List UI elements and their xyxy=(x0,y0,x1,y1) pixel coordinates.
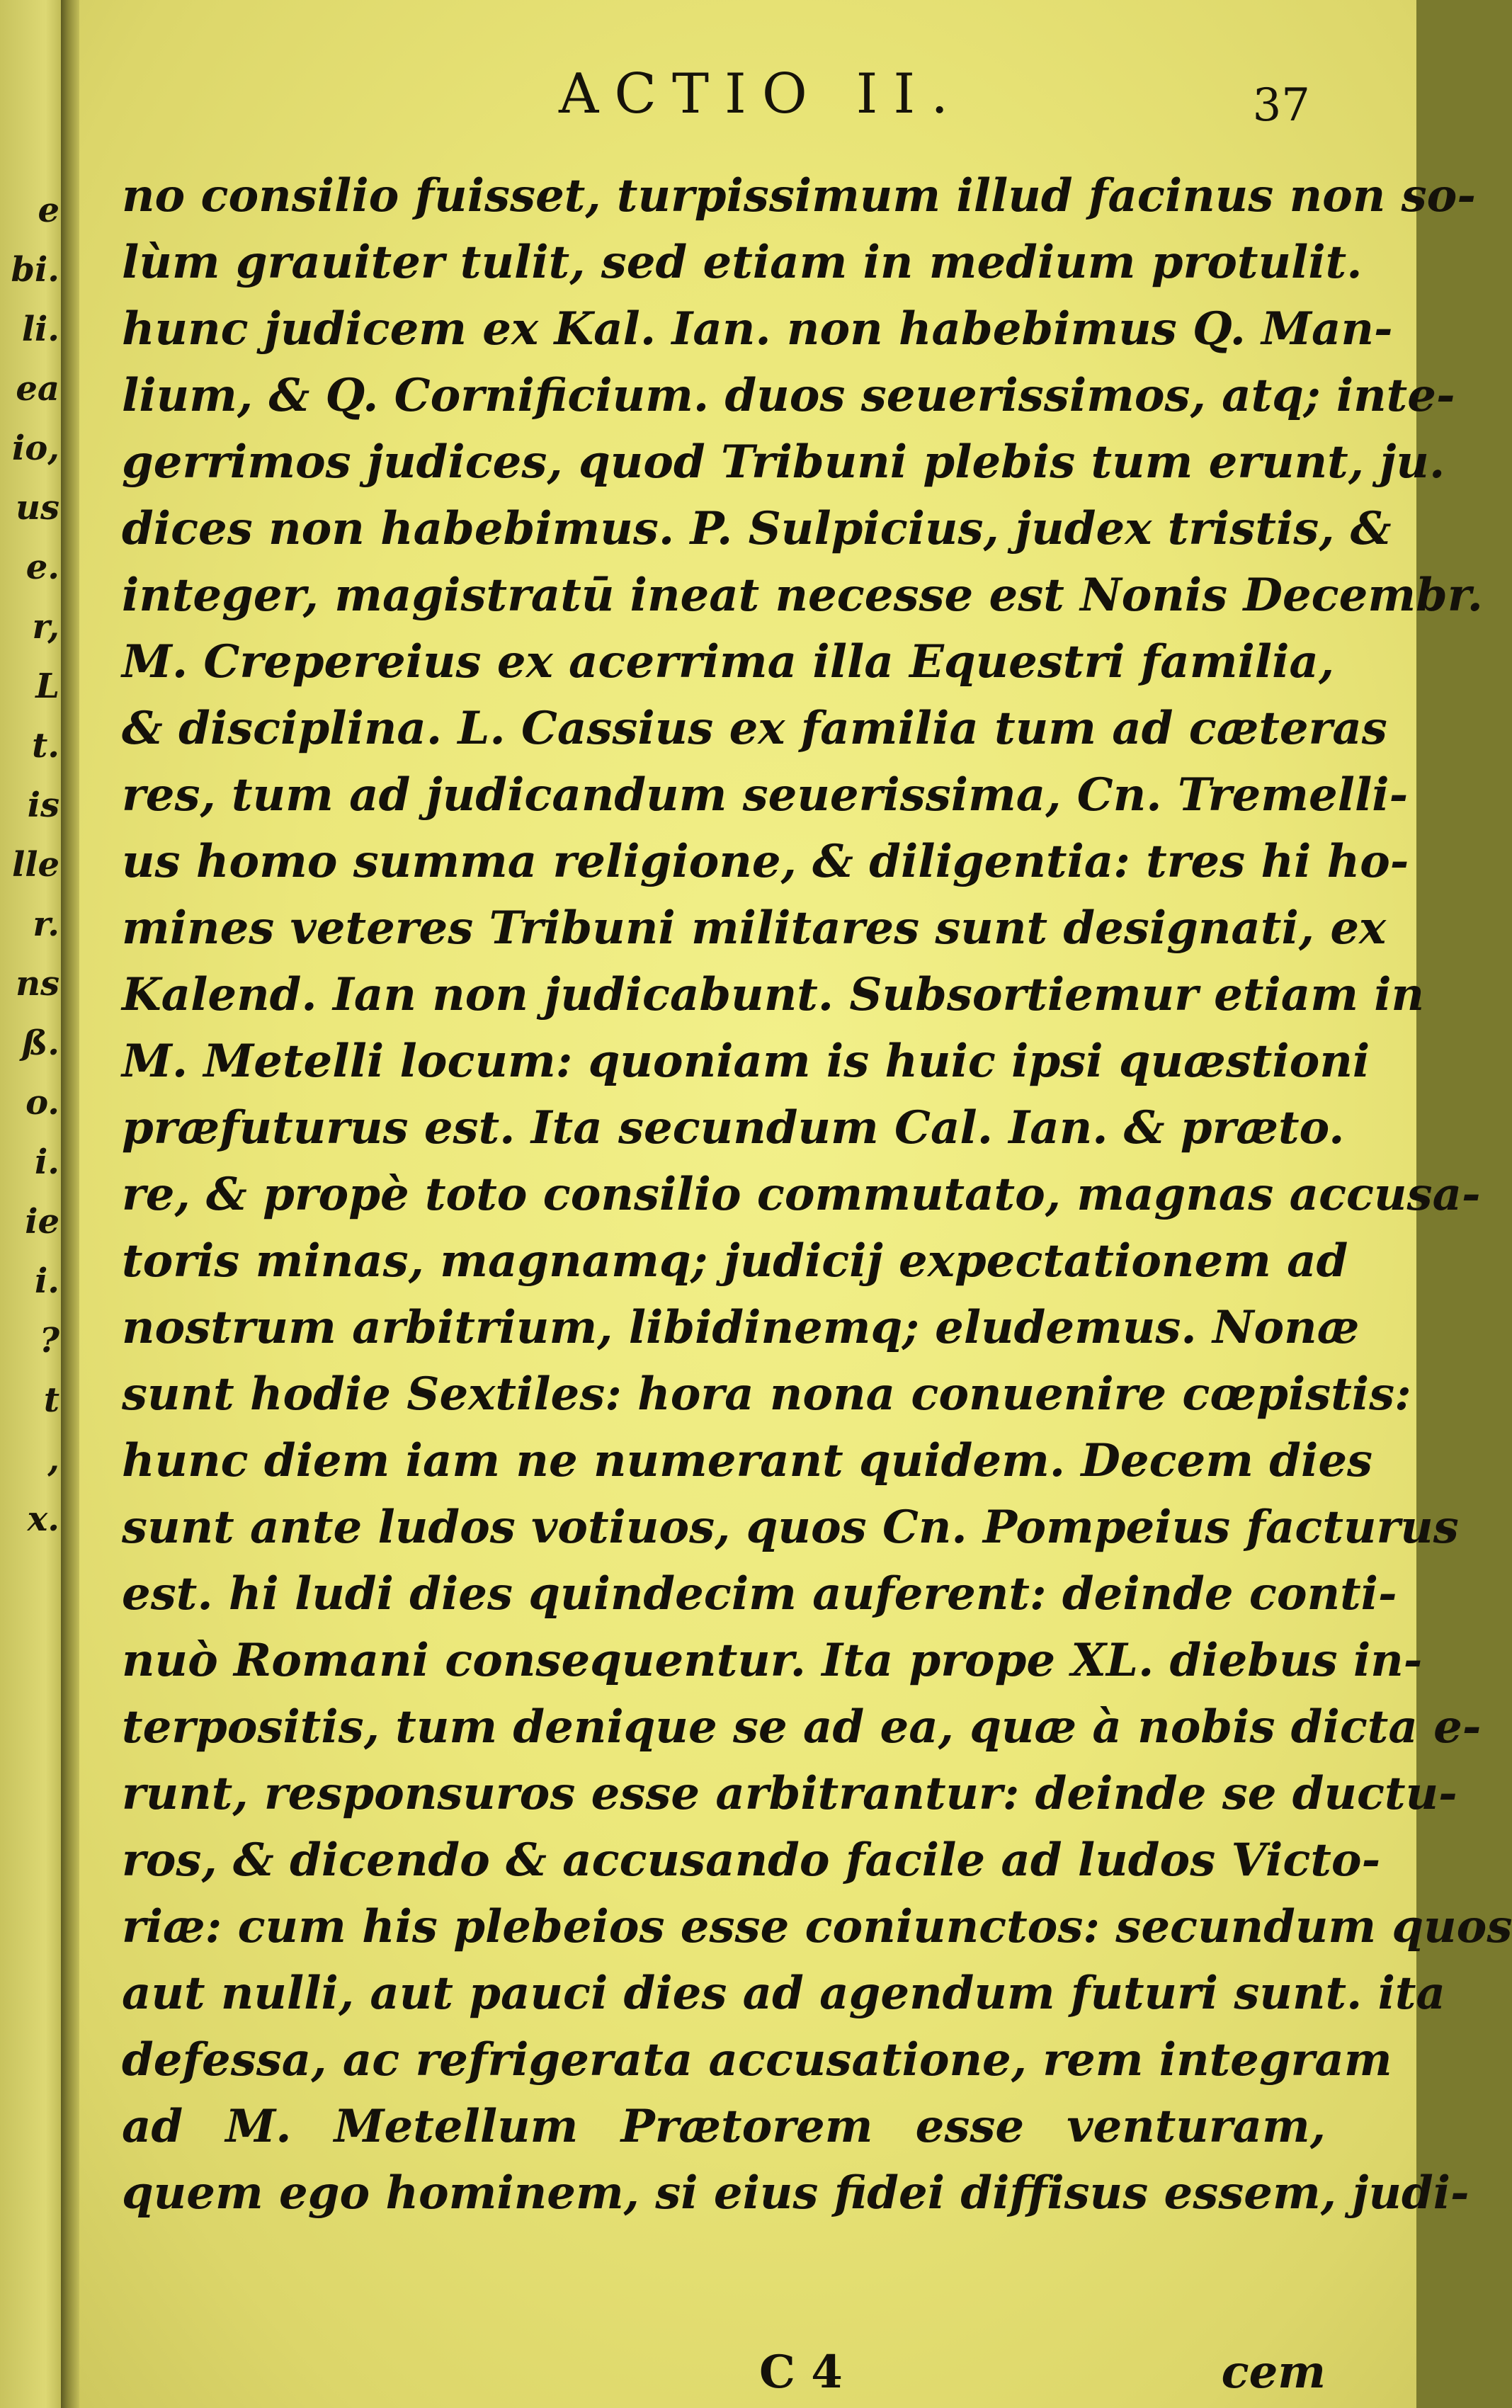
text-line: re, & propè toto consilio commutato, magnas accusa- xyxy=(122,1168,1481,1221)
book-gutter xyxy=(61,0,79,2408)
previous-page-fragment: li. xyxy=(21,309,59,349)
body-text xyxy=(122,163,1512,2227)
text-line: lium, & Q. Cornificium. duos seuerissimos, atq; inte- xyxy=(122,369,1455,422)
text-line: sunt hodie Sextiles: hora nona conuenire cœpistis: xyxy=(122,1368,1411,1421)
previous-page-text-fragments xyxy=(0,181,59,1906)
text-line: est. hi ludi dies quindecim auferent: deinde conti- xyxy=(122,1567,1397,1620)
previous-page-fragment xyxy=(0,1727,59,1787)
previous-page-fragment: e xyxy=(38,191,59,230)
previous-page-fragment: bi. xyxy=(11,250,59,290)
previous-page-fragment: t xyxy=(43,1380,59,1420)
previous-page-fragment: is xyxy=(27,785,59,825)
previous-page-fragment: x. xyxy=(27,1499,59,1539)
catchword: cem xyxy=(1221,2346,1326,2399)
text-line: lùm grauiter tulit, sed etiam in medium protulit. xyxy=(122,236,1363,289)
text-line: res, tum ad judicandum seuerissima, Cn. Tremelli- xyxy=(122,768,1409,822)
text-line: ad M. Metellum Prætorem esse venturam, xyxy=(122,2100,1326,2153)
previous-page-fragment: o. xyxy=(25,1083,59,1123)
previous-page-fragment: lle xyxy=(11,845,59,885)
text-line: sunt ante ludos votiuos, quos Cn. Pompeius facturus xyxy=(122,1501,1459,1554)
previous-page-fragment: r, xyxy=(32,607,59,647)
text-line: mines veteres Tribuni militares sunt designati, ex xyxy=(122,902,1387,955)
page-footer xyxy=(122,2346,1326,2402)
previous-page-fragment: r. xyxy=(33,904,59,944)
previous-page-fragment: t. xyxy=(32,726,59,766)
text-line: terpositis, tum denique se ad ea, quæ à nobis dicta e- xyxy=(122,1700,1482,1754)
text-line: M. Metelli locum: quoniam is huic ipsi quæstioni xyxy=(122,1035,1370,1088)
previous-page-fragment xyxy=(0,1787,59,1846)
previous-page-fragment: ns xyxy=(16,964,59,1004)
text-line: toris minas, magnamq; judicij expectationem ad xyxy=(122,1234,1348,1288)
text-line: us homo summa religione, & diligentia: tres hi ho- xyxy=(122,835,1409,888)
text-line: no consilio fuisset, turpissimum illud facinus non so- xyxy=(122,169,1476,222)
text-line: gerrimos judices, quod Tribuni plebis tum erunt, ju. xyxy=(122,436,1445,489)
previous-page-fragment: e. xyxy=(25,547,59,587)
text-line: ros, & dicendo & accusando facile ad ludos Victo- xyxy=(122,1834,1381,1887)
previous-page-fragment: ie xyxy=(25,1202,59,1242)
previous-page-fragment: i. xyxy=(35,1142,59,1182)
text-line: defessa, ac refrigerata accusatione, rem integram xyxy=(122,2033,1392,2086)
text-line: hunc judicem ex Kal. Ian. non habebimus Q. Man- xyxy=(122,302,1393,356)
text-line: quem ego hominem, si eius fidei diffisus essem, judi- xyxy=(122,2166,1470,2220)
signature-mark: C 4 xyxy=(759,2346,843,2399)
text-line: nuò Romani consequentur. Ita prope XL. diebus in- xyxy=(122,1634,1423,1687)
page-number: 37 xyxy=(1252,79,1310,132)
previous-page-fragment: ß. xyxy=(21,1023,59,1063)
previous-page-fragment: , xyxy=(47,1440,59,1480)
previous-page-fragment xyxy=(0,1549,59,1608)
running-head: ACTIO II. xyxy=(558,62,964,126)
previous-page-fragment: i. xyxy=(35,1261,59,1301)
text-line: & disciplina. L. Cassius ex familia tum ad cæteras xyxy=(122,702,1387,755)
previous-page-fragment xyxy=(0,1846,59,1906)
previous-page-fragment xyxy=(0,1608,59,1668)
text-line: Kalend. Ian non judicabunt. Subsortiemur etiam in xyxy=(122,968,1425,1021)
text-line: aut nulli, aut pauci dies ad agendum futuri sunt. ita xyxy=(122,1967,1445,2020)
previous-page-fragment: L xyxy=(35,666,59,706)
previous-page-fragment: ea xyxy=(16,369,59,409)
previous-page-fragment xyxy=(0,1668,59,1727)
text-line: integer, magistratū ineat necesse est Nonis Decembr. xyxy=(122,569,1483,622)
text-line: M. Crepereius ex acerrima illa Equestri familia, xyxy=(122,635,1335,688)
previous-page-fragment: ? xyxy=(39,1321,59,1361)
previous-page-fragment: us xyxy=(16,488,59,528)
text-line: præfuturus est. Ita secundum Cal. Ian. & præto. xyxy=(122,1101,1345,1154)
text-line: runt, responsuros esse arbitrantur: deinde se ductu- xyxy=(122,1767,1457,1820)
previous-page-fragment: io, xyxy=(12,428,59,468)
text-line: dices non habebimus. P. Sulpicius, judex tristis, & xyxy=(122,502,1392,555)
text-line: riæ: cum his plebeios esse coniunctos: secundum quos xyxy=(122,1900,1512,1953)
text-line: hunc diem iam ne numerant quidem. Decem dies xyxy=(122,1434,1373,1487)
text-line: nostrum arbitrium, libidinemq; eludemus. Nonæ xyxy=(122,1301,1360,1354)
